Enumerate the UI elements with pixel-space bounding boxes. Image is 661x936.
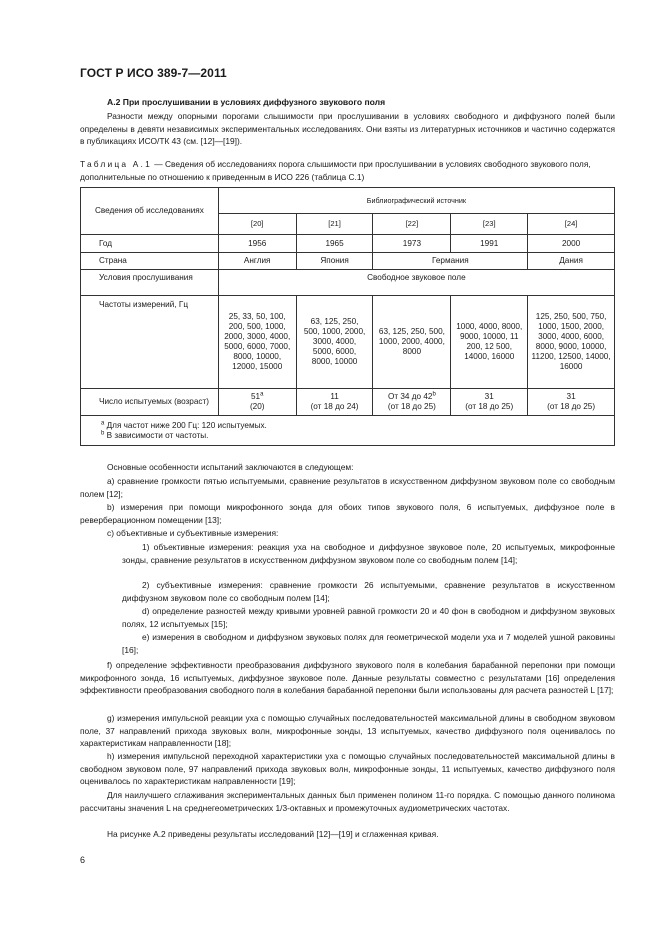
item-g: g) измерения импульсной реакции уха с помощью случайных последовательностей максимальной длины в свободном звуковом поле, 37 направлений прихода звуковых волн, микрофонные зонды, 13 испытуемых, качество диффузного поля оценивалось по характеристикам направленности [18]; bbox=[80, 713, 615, 749]
col-header-info: Сведения об исследованиях bbox=[81, 188, 219, 235]
figure-reference: На рисунке А.2 приведены результаты исследований [12]—[19] и сглаженная кривая. bbox=[107, 829, 439, 839]
table-cell bbox=[218, 389, 296, 416]
footnote-text: В зависимости от частоты. bbox=[104, 430, 209, 440]
studies-table bbox=[80, 187, 615, 446]
table-cell: 63, 125, 250, 500, 1000, 2000, 3000, 4000, 5000, 6000, 8000, 10000 bbox=[296, 296, 373, 389]
footnote-mark: a bbox=[101, 419, 105, 426]
row-label: Страна bbox=[81, 253, 219, 270]
subjects-age: (от 18 до 25) bbox=[547, 402, 596, 411]
table-cell: 1973 bbox=[373, 235, 451, 253]
table-cell bbox=[296, 389, 373, 416]
table-cell: Япония bbox=[296, 253, 373, 270]
item-c1: 1) объективные измерения: реакция уха на свободное и диффузное звуковое поле, 20 испытуемых, микрофонные зонды, сравнение результатов в искусственном диффузном звуковом поле со свободным полем [14]; bbox=[122, 542, 615, 565]
year-row bbox=[81, 235, 615, 253]
table-cell: 125, 250, 500, 750, 1000, 1500, 2000, 3000, 4000, 6000, 8000, 9000, 10000, 11200, 12500, 14000, 16000 bbox=[528, 296, 615, 389]
subjects-age: (от 18 до 24) bbox=[310, 402, 359, 411]
item-b: b) измерения при помощи микрофонного зонда для обоих типов звукового поля, 6 испытуемых, диффузное поле в реверберационном помещении [13]; bbox=[80, 502, 615, 525]
subjects-count: 11 bbox=[330, 392, 339, 401]
subjects-row bbox=[81, 389, 615, 416]
table-cell: Дания bbox=[528, 253, 615, 270]
frequency-row bbox=[81, 296, 615, 389]
item-h: h) измерения импульсной переходной характеристики уха с помощью случайных последовательностей максимальной длины в свободном звуковом поле, 97 направлений прихода звуковых волн, микрофонные зонды, 11 испытуемых, качество диффузного поля оценивалось по характеристикам направленности [19]; bbox=[80, 751, 615, 787]
footnote-mark: b bbox=[101, 429, 105, 436]
row-label: Число испытуемых (возраст) bbox=[81, 389, 219, 416]
footnotes-row bbox=[81, 416, 615, 446]
subjects-age: (20) bbox=[249, 402, 265, 411]
row-label: Год bbox=[81, 235, 219, 253]
table-cell: 1956 bbox=[218, 235, 296, 253]
footnote-text: Для частот ниже 200 Гц: 120 испытуемых. bbox=[104, 420, 267, 430]
standard-title: ГОСТ Р ИСО 389-7—2011 bbox=[80, 66, 227, 80]
table-cell: Германия bbox=[373, 253, 528, 270]
table-cell bbox=[451, 389, 528, 416]
footnote-mark: a bbox=[260, 391, 264, 398]
footnote bbox=[101, 421, 612, 431]
country-row bbox=[81, 253, 615, 270]
item-c2: 2) субъективные измерения: сравнение громкости 26 испытуемыми, сравнение результатов в искусственном диффузном звуковом поле со свободным полем [14]; bbox=[122, 580, 615, 603]
item-e: e) измерения в свободном и диффузном звуковых полях для геометрической модели уха и 7 моделей ушной раковины [16]; bbox=[122, 632, 615, 655]
source-ref: [21] bbox=[296, 214, 373, 235]
table-caption-label: Таблица А.1 bbox=[80, 159, 152, 169]
table-caption-text: — Сведения об исследованиях порога слышимости при прослушивании в условиях свободного звукового поля, дополнительные по отношению к приведенным в ИСО 226 (таблица С.1) bbox=[80, 159, 591, 182]
item-a: a) сравнение громкости пятью испытуемыми, сравнение результатов в искусственном диффузном звуковом поле со свободным полем [12]; bbox=[80, 476, 615, 499]
table-cell: Англия bbox=[218, 253, 296, 270]
table-cell: 25, 33, 50, 100, 200, 500, 1000, 2000, 3000, 4000, 5000, 6000, 7000, 8000, 10000, 12000, 15000 bbox=[218, 296, 296, 389]
source-ref: [22] bbox=[373, 214, 451, 235]
table-cell: 63, 125, 250, 500, 1000, 2000, 4000, 8000 bbox=[373, 296, 451, 389]
table-cell: 1965 bbox=[296, 235, 373, 253]
subjects-count: 51 bbox=[250, 392, 261, 401]
source-ref: [20] bbox=[218, 214, 296, 235]
table-caption bbox=[80, 158, 615, 183]
subjects-count: 31 bbox=[484, 392, 494, 401]
subjects-age: (от 18 до 25) bbox=[465, 402, 514, 411]
page-number: 6 bbox=[80, 855, 86, 865]
table-cell bbox=[373, 389, 451, 416]
source-ref: [24] bbox=[528, 214, 615, 235]
source-ref: [23] bbox=[451, 214, 528, 235]
features-intro: Основные особенности испытаний заключаются в следующем: bbox=[107, 462, 354, 472]
smoothing-paragraph: Для наилучшего сглаживания экспериментальных данных был применен полином 11-го порядка. С помощью данного полинома рассчитаны значения L на среднегеометрических 1/3-октавных и промежуточных аудиометрических частотах. bbox=[80, 790, 615, 813]
item-d: d) определение разностей между кривыми уровней равной громкости 20 и 40 фон в свободном и диффузном звуковых полях, 12 испытуемых [15]; bbox=[122, 606, 615, 629]
item-c: c) объективные и субъективные измерения: bbox=[107, 528, 279, 538]
subjects-count: 31 bbox=[566, 392, 576, 401]
intro-paragraph: Разности между опорными порогами слышимости при прослушивании в условиях свободного и диффузного полей были определены в девяти независимых экспериментальных исследованиях. Они взяты из литературных источников и частично содержатся в публикациях ИСО/ТК 43 (см. [12]—[19]). bbox=[80, 111, 615, 147]
row-label: Частоты измерений, Гц bbox=[81, 296, 219, 389]
section-heading: А.2 При прослушивании в условиях диффузного звукового поля bbox=[107, 97, 386, 107]
conditions-row bbox=[81, 270, 615, 296]
table-cell: 1991 bbox=[451, 235, 528, 253]
subjects-age: (от 18 до 25) bbox=[387, 402, 436, 411]
footnote-mark: b bbox=[432, 391, 436, 398]
table-cell: 1000, 4000, 8000, 9000, 10000, 11 200, 12 500, 14000, 16000 bbox=[451, 296, 528, 389]
table-footnotes bbox=[81, 416, 615, 446]
row-label: Условия прослушивания bbox=[81, 270, 219, 296]
subjects-count: От 34 до 42 bbox=[387, 392, 433, 401]
footnote bbox=[101, 431, 612, 441]
col-header-source: Библиографический источник bbox=[218, 188, 614, 214]
table-cell bbox=[528, 389, 615, 416]
table-cell: Свободное звуковое поле bbox=[218, 270, 614, 296]
item-f: f) определение эффективности преобразования диффузного звукового поля в колебания барабанной перепонки при помощи микрофонного зонда, 16 испытуемых, диффузное звуковое поле. Данные результаты совместно с результатами [16] определения эффективности преобразования свободного поля в колебания барабанной перепонки были использованы для расчета разностей L [17]; bbox=[80, 660, 615, 696]
table-cell: 2000 bbox=[528, 235, 615, 253]
